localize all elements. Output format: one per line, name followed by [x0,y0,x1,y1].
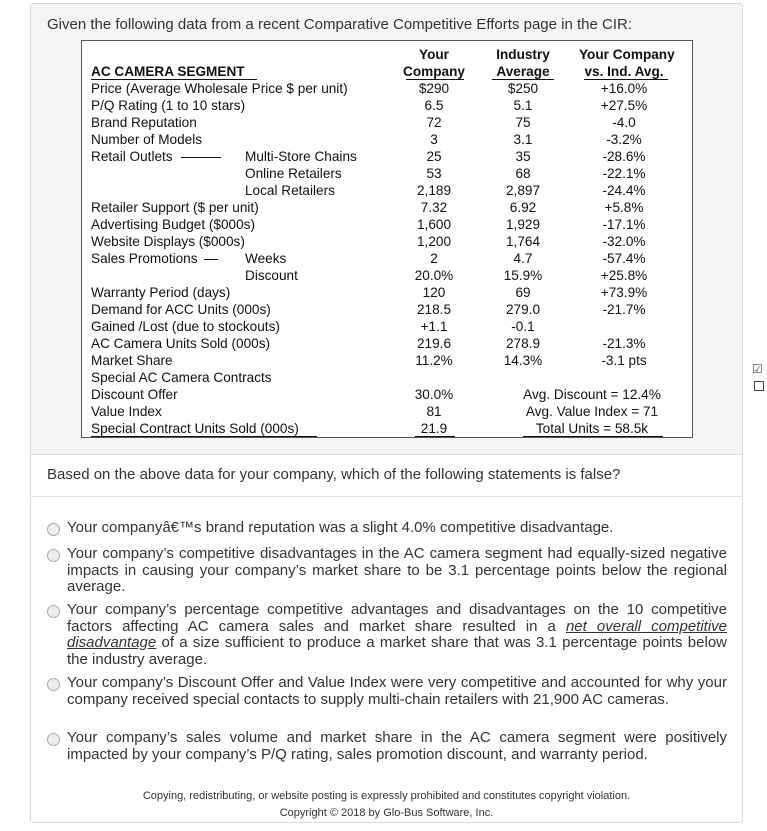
row-sublabel: Discount [245,268,298,283]
your-company-value: +1.1 [420,319,448,334]
option-text: Your company’s sales volume and market share in the AC camera segment were positively impacted by your company’s P/Q rating, sales promotion discount, and warranty period. [67,729,727,763]
industry-average-value: 15.9% [503,268,543,283]
special-label: Value Index [91,404,162,419]
row-label-wrap [91,250,218,267]
option-text-emphasis: net overall competitive disadvantage [67,617,727,651]
table-row [82,131,692,148]
your-company-value: $290 [418,81,450,96]
answer-option-1[interactable] [47,520,727,537]
vs-industry-value: -4.0 [612,115,636,130]
row-label: P/Q Rating (1 to 10 stars) [91,98,246,113]
header-row-2 [82,63,692,80]
your-company-value: 3 [430,132,438,147]
vs-industry-value: +73.9% [600,285,648,300]
your-company-value: 53 [426,166,442,181]
your-company-value: 219.6 [416,336,452,351]
your-company-value: 25 [426,149,442,164]
table-row [82,267,692,284]
industry-average-value: 35 [515,149,531,164]
vs-industry-value: +16.0% [600,81,648,96]
row-sublabel: Online Retailers [245,166,342,181]
row-label: Retailer Support ($ per unit) [91,200,259,215]
your-company-value: 11.2% [415,353,453,368]
segment-title: AC CAMERA SEGMENT [91,64,245,79]
side-box-icon[interactable] [754,381,764,391]
vs-industry-value: -21.7% [602,302,646,317]
option-text-part: Your company’s percentage competitive advantages and disadvantages on the 10 competitive factors affecting AC camera sales and market share resulted in a [67,601,727,635]
row-label: Brand Reputation [91,115,197,130]
special-summary: Total Units = 58.5k [535,421,649,436]
table-row [82,352,692,369]
row-sublabel: Multi-Store Chains [245,149,357,164]
option-text: Your companyâ€™s brand reputation was a slight 4.0% competitive disadvantage. [67,519,614,536]
radio-button[interactable] [47,678,60,691]
vs-industry-value: -24.4% [602,183,646,198]
special-row [82,403,692,420]
your-company-value: 2,189 [416,183,452,198]
row-label: Market Share [91,353,173,368]
table-row [82,80,692,97]
vs-industry-value: +5.8% [604,200,644,215]
your-company-value: 6.5 [424,98,444,113]
industry-average-value: 69 [515,285,531,300]
row-label: Gained /Lost (due to stockouts) [91,319,280,334]
row-label: Number of Models [91,132,203,147]
table-row [82,318,692,335]
row-label-wrap [91,148,221,165]
special-your-value: 81 [426,404,442,419]
row-label: Website Displays ($000s) [91,234,245,249]
industry-average-value: 5.1 [513,98,533,113]
industry-average-value: 68 [515,166,531,181]
special-contracts-title-row [82,369,692,386]
table-row [82,233,692,250]
leader-line [181,157,221,158]
vs-industry-value: -32.0% [602,234,646,249]
vs-industry-value: +25.8% [600,268,648,283]
special-row [82,420,692,437]
row-label: Retail Outlets [91,149,173,164]
col-header-your-2: Company [403,64,465,79]
industry-average-value: $250 [507,81,539,96]
radio-button[interactable] [47,523,60,536]
row-label: Demand for ACC Units (000s) [91,302,271,317]
option-text-part: of a size sufficient to produce a market share that was 3.1 percentage points below the industry average. [67,634,727,668]
special-row [82,386,692,403]
row-label: AC Camera Units Sold (000s) [91,336,271,351]
col-header-industry: Industry [496,47,550,62]
leader-line [204,259,218,260]
table-row [82,182,692,199]
special-contracts-title: Special AC Camera Contracts [91,370,272,385]
industry-average-value: 279.0 [505,302,541,317]
industry-average-value: 2,897 [505,183,541,198]
copyright-notice: Copying, redistributing, or website posting is expressly prohibited and constitutes copyright violation. [142,790,631,802]
col-header-industry-2: Average [496,64,550,79]
radio-button[interactable] [47,733,60,746]
table-row [82,199,692,216]
vs-industry-value: -57.4% [602,251,646,266]
cir-data-table [81,40,693,438]
row-label: Warranty Period (days) [91,285,231,300]
answer-option-4[interactable] [47,675,727,708]
industry-average-value: 6.92 [509,200,537,215]
question-prompt: Given the following data from a recent Comparative Competitive Efforts page in the CIR: [47,16,633,33]
table-row [82,216,692,233]
table-row [82,148,692,165]
your-company-value: 120 [422,285,446,300]
special-label: Special Contract Units Sold (000s) [91,421,299,436]
col-header-vs-2: vs. Ind. Avg. [584,64,664,79]
table-row [82,165,692,182]
vs-industry-value: -21.3% [602,336,646,351]
header-row-1 [82,46,692,63]
special-summary: Avg. Value Index = 71 [525,404,659,419]
table-row [82,301,692,318]
row-sublabel: Weeks [245,251,287,266]
industry-average-value: 278.9 [505,336,541,351]
your-company-value: 2 [430,251,438,266]
industry-average-value: 3.1 [513,132,533,147]
vs-industry-value: +27.5% [600,98,648,113]
option-text: Your company’s Discount Offer and Value Index were very competitive and accounted for why your company received special contacts to supply multi-chain retailers with 21,900 AC cameras. [67,674,727,708]
special-your-value: 30.0% [414,387,454,402]
answer-option-2[interactable] [47,546,727,596]
industry-average-value: 1,929 [505,217,541,232]
your-company-value: 218.5 [416,302,452,317]
table-row [82,284,692,301]
col-header-your: Your [419,47,449,62]
vs-industry-value: -22.1% [602,166,646,181]
question-text: Based on the above data for your company, which of the following statements is false? [47,466,621,483]
vs-industry-value: -3.2% [606,132,642,147]
industry-average-value: 75 [515,115,531,130]
row-label: Price (Average Wholesale Price $ per unit) [91,81,348,96]
special-value-underline [415,436,455,437]
question-card [30,3,743,823]
row-sublabel: Local Retailers [245,183,335,198]
radio-button[interactable] [47,549,60,562]
special-summary-underline [523,436,663,437]
industry-average-value: -0.1 [511,319,535,334]
col-header-vs: Your Company [579,47,675,62]
vs-industry-value: -17.1% [602,217,646,232]
checkbox-check-icon[interactable]: ☑ [752,362,763,376]
your-company-value: 1,200 [416,234,452,249]
special-your-value: 21.9 [420,421,448,436]
industry-average-value: 14.3% [503,353,543,368]
table-row [82,97,692,114]
question-header [31,4,742,455]
row-label: Advertising Budget ($000s) [91,217,255,232]
your-company-value: 7.32 [420,200,448,215]
divider [31,496,742,497]
answer-option-3[interactable] [47,602,727,668]
option-text [67,602,727,668]
your-company-value: 20.0% [414,268,454,283]
table-row [82,250,692,267]
special-label-underline [91,436,317,437]
table-row [82,335,692,352]
answer-option-5[interactable] [47,730,727,763]
special-summary: Avg. Discount = 12.4% [523,387,661,402]
vs-industry-value: -3.1 pts [601,353,647,368]
radio-button[interactable] [47,605,60,618]
copyright-line: Copyright © 2018 by Glo-Bus Software, Inc. [279,807,494,819]
row-label: Sales Promotions [91,251,198,266]
table-row [82,114,692,131]
special-label: Discount Offer [91,387,178,402]
option-text: Your company’s competitive disadvantages in the AC camera segment had equally-sized negative impacts in causing your company’s market share to be 3.1 percentage points below the regional average. [67,545,727,595]
industry-average-value: 1,764 [505,234,541,249]
industry-average-value: 4.7 [513,251,533,266]
your-company-value: 72 [426,115,442,130]
your-company-value: 1,600 [416,217,452,232]
vs-industry-value: -28.6% [602,149,646,164]
